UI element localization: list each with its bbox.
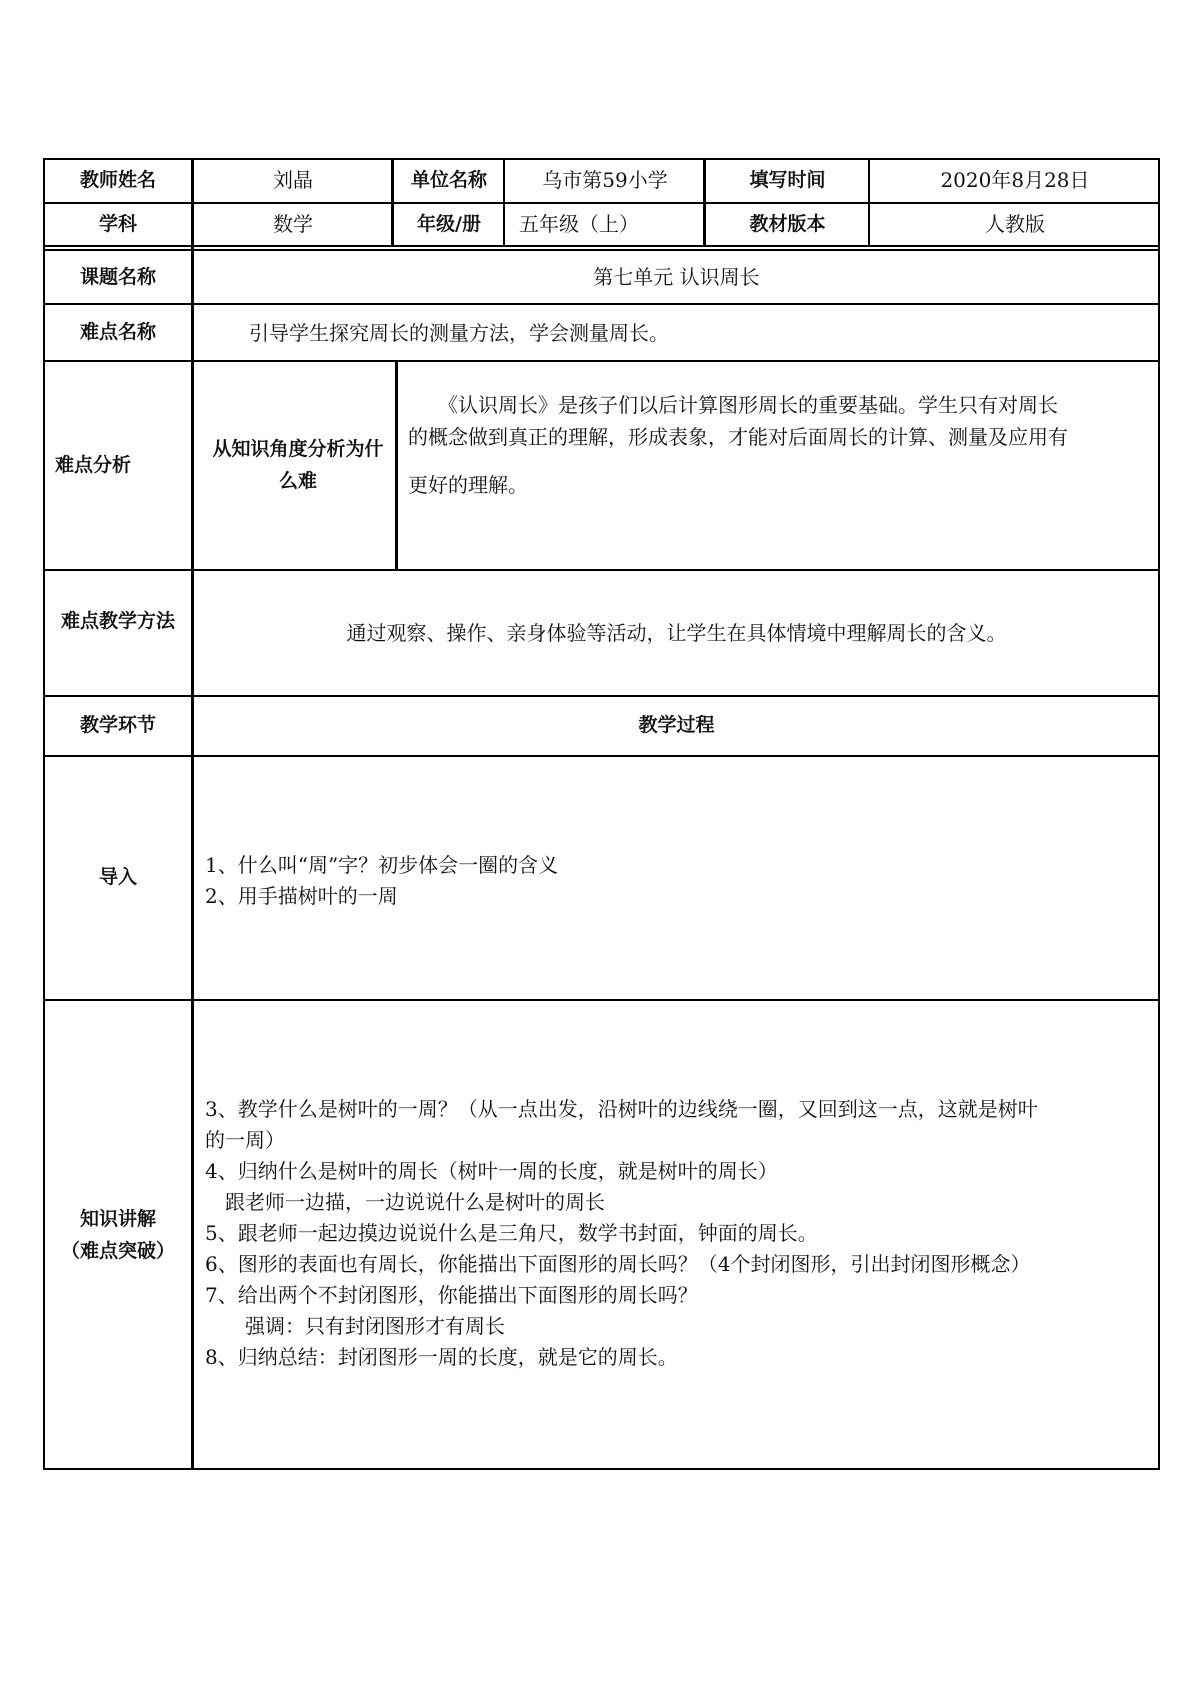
intro-line: 2、用手描树叶的一周 xyxy=(205,884,398,908)
v-divider xyxy=(191,158,194,1470)
unit-name-value: 乌市第59小学 xyxy=(542,168,668,192)
difficulty-label: 难点名称 xyxy=(79,321,156,344)
knowledge-line: 5、跟老师一起边摸边说说什么是三角尺，数学书封面，钟面的周长。 xyxy=(205,1221,818,1245)
edition-value: 人教版 xyxy=(985,212,1045,236)
intro-label: 导入 xyxy=(98,865,137,888)
analysis-line: 《认识周长》是孩子们以后计算图形周长的重要基础。学生只有对周长 xyxy=(408,393,1058,417)
analysis-sub-label: 从知识角度分析为什么难 xyxy=(212,438,384,492)
analysis-line: 的概念做到真正的理解，形成表象，才能对后面周长的计算、测量及应用有 xyxy=(408,425,1068,449)
v-divider xyxy=(703,158,706,246)
grade-value: 五年级（上） xyxy=(519,212,639,236)
subject-label: 学科 xyxy=(98,212,137,235)
v-divider xyxy=(868,158,870,246)
knowledge-line: 7、给出两个不封闭图形，你能描出下面图形的周长吗？ xyxy=(205,1283,698,1307)
fill-date-label: 填写时间 xyxy=(749,168,826,191)
method-label: 难点教学方法 xyxy=(60,609,175,632)
knowledge-line: 跟老师一边描，一边说说什么是树叶的周长 xyxy=(205,1190,605,1214)
fill-date-value: 2020年8月28日 xyxy=(940,168,1090,192)
subject-value: 数学 xyxy=(273,212,313,236)
v-divider xyxy=(503,158,505,246)
edition-label: 教材版本 xyxy=(749,212,826,235)
analysis-line: 更好的理解。 xyxy=(408,473,528,497)
knowledge-line: 强调：只有封闭图形才有周长 xyxy=(205,1314,505,1338)
knowledge-line: 3、教学什么是树叶的一周？（从一点出发，沿树叶的边线绕一圈，又回到这一点，这就是树叶 xyxy=(205,1097,1038,1121)
difficulty-value: 引导学生探究周长的测量方法，学会测量周长。 xyxy=(249,320,669,345)
v-divider xyxy=(395,361,398,570)
topic-label: 课题名称 xyxy=(79,265,156,288)
knowledge-line: 8、归纳总结：封闭图形一周的长度，就是它的周长。 xyxy=(205,1345,678,1369)
knowledge-line: 4、归纳什么是树叶的周长（树叶一周的长度，就是树叶的周长） xyxy=(205,1159,778,1183)
v-lines xyxy=(43,0,1160,1684)
stage-header-label: 教学环节 xyxy=(79,713,156,736)
process-header-label: 教学过程 xyxy=(638,713,715,736)
v-divider xyxy=(391,158,394,246)
intro-line: 1、什么叫“周”字？初步体会一圈的含义 xyxy=(205,853,559,877)
teacher-name-value: 刘晶 xyxy=(273,168,313,192)
knowledge-line: 的一周） xyxy=(205,1128,285,1152)
teacher-name-label: 教师姓名 xyxy=(79,168,156,191)
method-value: 通过观察、操作、亲身体验等活动，让学生在具体情境中理解周长的含义。 xyxy=(346,621,1007,645)
topic-value: 第七单元 认识周长 xyxy=(593,265,760,289)
knowledge-line: 6、图形的表面也有周长，你能描出下面图形的周长吗？（4个封闭图形，引出封闭图形概念） xyxy=(205,1252,1031,1276)
knowledge-label-line-2: （难点突破） xyxy=(60,1239,175,1262)
knowledge-label-line-1: 知识讲解 xyxy=(79,1207,156,1230)
grade-label: 年级/册 xyxy=(417,212,481,235)
unit-name-label: 单位名称 xyxy=(410,168,487,191)
analysis-label: 难点分析 xyxy=(55,453,132,476)
